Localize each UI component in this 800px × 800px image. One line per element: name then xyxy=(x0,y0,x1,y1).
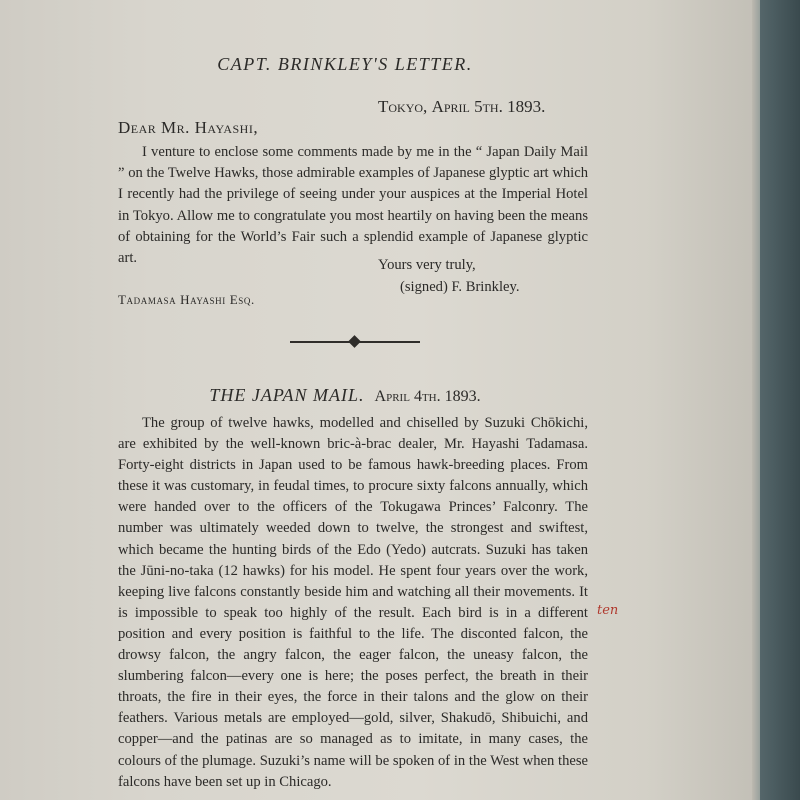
letter-paragraph: I venture to enclose some comments made by me in the “ Japan Daily Mail ” on the Twelve Hawks, those admirable examples of Japanese glyptic art which I recently had the privilege of seeing under your auspices at the Imperial Hotel in Tokyo. Allow me to congratulate you most heartily on having been the means of obtaining for the World’s Fair such a splendid example of Japanese glyptic art. xyxy=(118,144,588,267)
dateline-city: Tokyo, xyxy=(378,97,428,116)
closing-phrase: Yours very truly, xyxy=(378,257,476,273)
article-date: April 4th. 1893. xyxy=(374,388,481,405)
letter-body xyxy=(118,142,588,269)
salutation: Dear Mr. Hayashi, xyxy=(118,118,259,137)
letter-dateline xyxy=(378,97,545,117)
signature: (signed) F. Brinkley. xyxy=(400,279,520,295)
recipient-line: Tadamasa Hayashi Esq. xyxy=(118,292,255,307)
letter-heading: CAPT. BRINKLEY'S LETTER. xyxy=(217,54,473,74)
article-body xyxy=(118,413,588,793)
divider-diamond-ornament xyxy=(348,335,361,348)
dateline-date: April 5th. 1893. xyxy=(431,97,546,116)
article-paragraph: The group of twelve hawks, modelled and chiselled by Suzuki Chōkichi, are exhibited by the well-known bric-à-brac dealer, Mr. Hayashi Tadamasa. Forty-eight districts in Japan used to be famous hawk-breeding places. From these it was customary, in feudal times, to procure sixty falcons annually, which were handed over to the officers of the Tokugawa Princes’ Falconry. The number was ultimately weeded down to twelve, the strongest and swiftest, which became the hunting birds of the Edo (Yedo) autcrats. Suzuki has taken the Jūni-no-taka (12 hawks) for his model. He spent four years over the work, keeping live falcons constantly beside him and watching all their movements. It is impossible to speak too highly of the result. Each bird is in a different position and every position is faithful to the life. The disconted falcon, the drowsy falcon, the angry falcon, the eager falcon, the uneasy falcon, the slumbering falcon—every one is here; the poses perfect, the breath in their throats, the fire in their eyes, the force in their talons and the glow on their feathers. Various metals are employed—gold, silver, Shakudō, Shibuichi, and copper—and the patinas are so managed as to imitate, in many cases, the colours of the plumage. Suzuki’s name will be spoken of in the West when these falcons have been set up in Chicago. xyxy=(118,415,588,790)
handwritten-margin-note: ten xyxy=(597,603,619,618)
book-binding xyxy=(760,0,800,800)
section-divider xyxy=(290,336,420,348)
article-title: THE JAPAN MAIL. xyxy=(209,385,365,405)
article-heading xyxy=(0,385,690,406)
letter-closing xyxy=(378,254,520,298)
